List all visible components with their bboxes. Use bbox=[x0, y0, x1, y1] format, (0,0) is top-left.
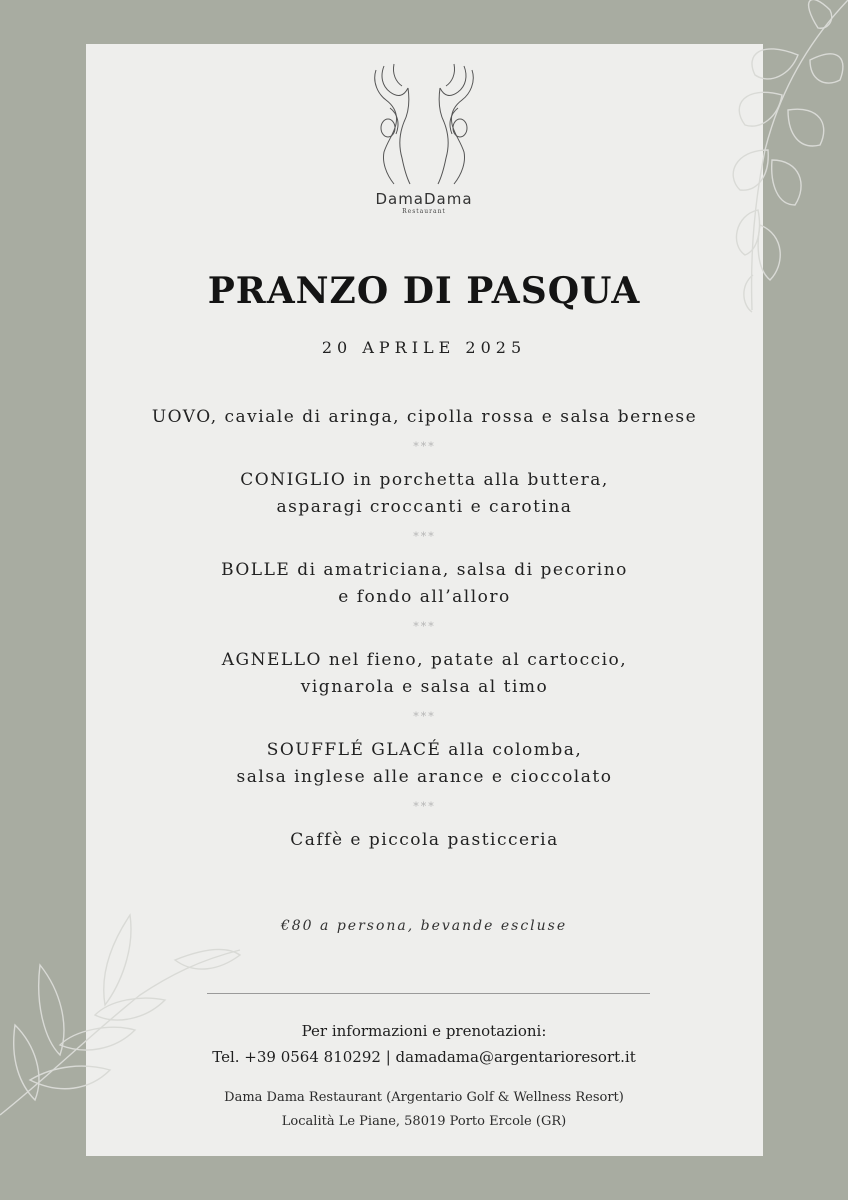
phone-link[interactable]: Tel. +39 0564 810292 bbox=[212, 1048, 381, 1066]
address-block bbox=[0, 1086, 848, 1134]
course-uovo bbox=[86, 404, 763, 431]
course-line: salsa inglese alle arance e cioccolato bbox=[236, 767, 613, 787]
course-coniglio bbox=[86, 467, 763, 521]
price-note: €80 a persona, bevande escluse bbox=[280, 918, 568, 934]
contact-heading: Per informazioni e prenotazioni: bbox=[301, 1022, 547, 1040]
course-agnello bbox=[86, 647, 763, 701]
course-line: AGNELLO nel fieno, patate al cartoccio, bbox=[221, 650, 628, 670]
brand-subtitle: Restaurant bbox=[402, 208, 446, 215]
course-bolle bbox=[86, 557, 763, 611]
course-line: Caffè e piccola pasticceria bbox=[290, 830, 559, 850]
deer-heads-logo-icon bbox=[364, 62, 484, 187]
course-separator: *** bbox=[413, 440, 436, 453]
contact-line bbox=[0, 1044, 848, 1070]
course-separator: *** bbox=[413, 800, 436, 813]
page-title: PRANZO DI PASQUA bbox=[207, 270, 641, 312]
contact-info bbox=[0, 1018, 848, 1070]
course-separator: *** bbox=[413, 620, 436, 633]
address-line-1: Dama Dama Restaurant (Argentario Golf & Wellness Resort) bbox=[224, 1090, 624, 1105]
course-separator: *** bbox=[413, 710, 436, 723]
course-separator: *** bbox=[413, 530, 436, 543]
course-line: asparagi croccanti e carotina bbox=[276, 497, 573, 517]
course-caffe bbox=[86, 827, 763, 854]
address-line-2: Località Le Piane, 58019 Porto Ercole (GR) bbox=[281, 1114, 567, 1129]
course-line: BOLLE di amatriciana, salsa di pecorino bbox=[221, 560, 628, 580]
divider-line bbox=[207, 993, 650, 994]
course-souffle bbox=[86, 737, 763, 791]
menu-courses bbox=[86, 404, 763, 854]
email-link[interactable]: damadama@argentarioresort.it bbox=[395, 1048, 636, 1066]
course-line: e fondo all’alloro bbox=[338, 587, 511, 607]
contact-divider: | bbox=[385, 1048, 391, 1066]
course-line: SOUFFLÉ GLACÉ alla colomba, bbox=[266, 740, 583, 760]
brand-name: DamaDama bbox=[375, 190, 473, 208]
event-date: 20 APRILE 2025 bbox=[321, 338, 527, 357]
course-line: CONIGLIO in porchetta alla buttera, bbox=[240, 470, 609, 490]
course-line: UOVO, caviale di aringa, cipolla rossa e salsa bernese bbox=[151, 407, 698, 427]
course-line: vignarola e salsa al timo bbox=[300, 677, 549, 697]
